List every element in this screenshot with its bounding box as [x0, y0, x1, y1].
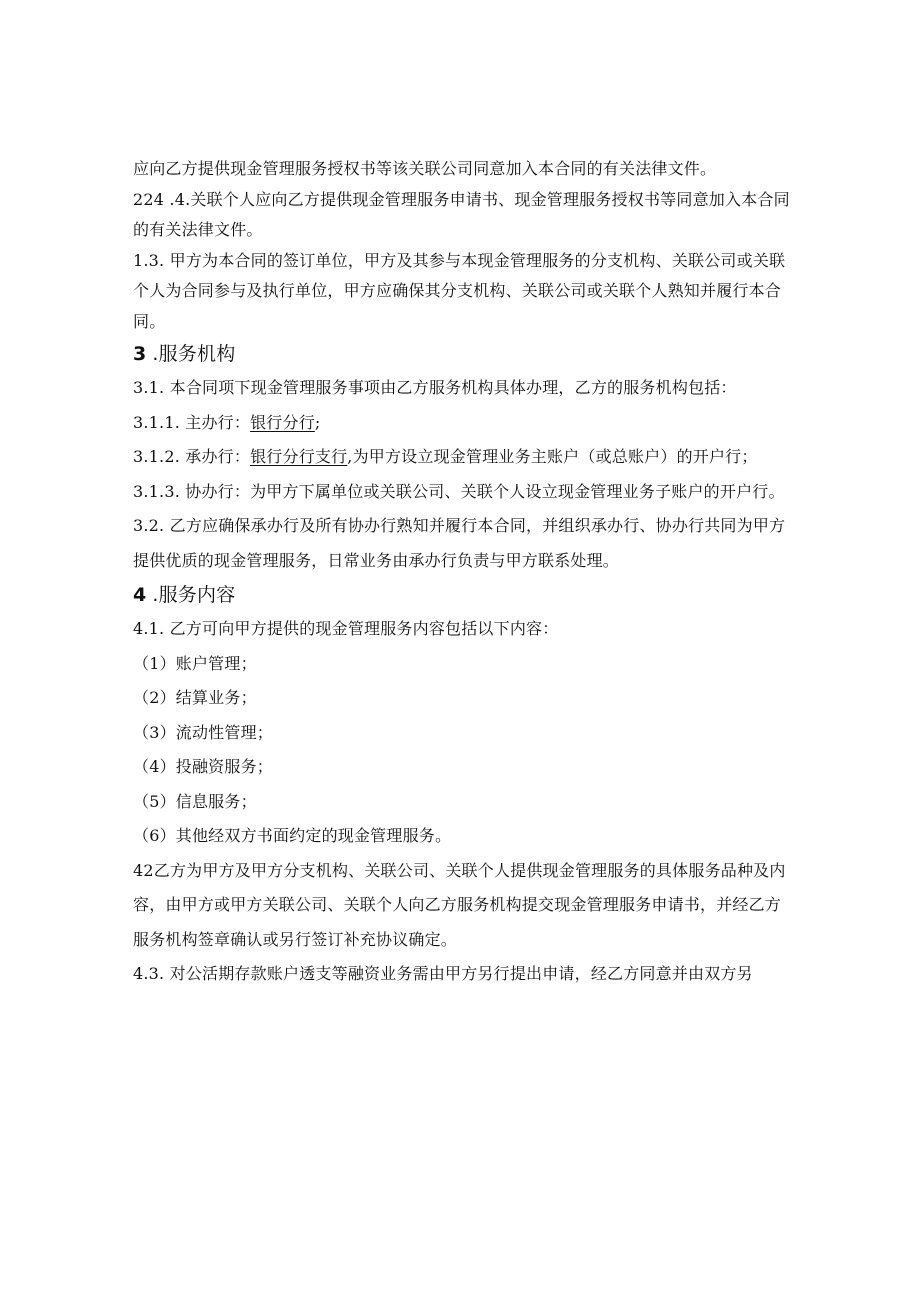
section-title: .服务内容 — [152, 584, 236, 606]
clause-text: ,为甲方设立现金管理业务主账户（或总账户）的开户行； — [347, 447, 758, 466]
clause-3-1: 3.1. 本合同项下现金管理服务事项由乙方服务机构具体办理，乙方的服务机构包括： — [133, 378, 737, 397]
list-item: （6）其他经双方书面约定的现金管理服务。 — [133, 826, 452, 845]
clause-4-1: 4.1. 乙方可向甲方提供的现金管理服务内容包括以下内容： — [133, 619, 559, 638]
clause-label: 3.1.2. 承办行： — [133, 447, 251, 466]
clause-3-1-2 — [133, 440, 793, 475]
host-bank-field: 银行分行 — [250, 412, 315, 432]
clause-3-1-3: 3.1.3. 协办行：为甲方下属单位或关联公司、关联个人设立现金管理业务子账户的开户行。 — [133, 481, 785, 501]
paragraph: 1.3. 甲方为本合同的签订单位，甲方及其参与本现金管理服务的分支机构、关联公司或关联个人为合同参与及执行单位，甲方应确保其分支机构、关联公司或关联个人熟知并履行本合同。 — [133, 250, 786, 331]
list-item: （5）信息服务； — [133, 791, 257, 811]
list-item: （3）流动性管理； — [133, 722, 273, 742]
list-item: （4）投融资服务； — [133, 757, 273, 776]
section-number: 4 — [133, 584, 147, 606]
section-heading-3 — [133, 337, 793, 371]
clause-4-2: 42乙方为甲方及甲方分支机构、关联公司、关联个人提供现金管理服务的具体服务品种及内容，由甲方或甲方关联公司、关联个人向乙方服务机构提交现金管理服务申请书，并经乙方服务机构签章确认或另行签订补充协议确定。 — [133, 860, 786, 949]
list-item: （2）结算业务； — [133, 688, 257, 707]
document-body — [133, 154, 793, 992]
section-title: .服务机构 — [152, 343, 236, 365]
section-number: 3 — [133, 343, 147, 365]
undertaking-bank-field: 银行分行支行 — [250, 447, 348, 466]
clause-label: 3.1.1. 主办行： — [133, 412, 251, 432]
paragraph: 224 .4.关联个人应向乙方提供现金管理服务申请书、现金管理服务授权书等同意加入本合同的有关法律文件。 — [133, 189, 790, 239]
clause-3-2: 3.2. 乙方应确保承办行及所有协办行熟知并履行本合同，并组织承办行、协办行共同为甲方提供优质的现金管理服务，日常业务由承办行负责与甲方联系处理。 — [133, 516, 786, 570]
list-item: （1）账户管理； — [133, 653, 257, 673]
section-heading-4 — [133, 578, 793, 612]
clause-4-3: 4.3. 对公活期存款账户透支等融资业务需由甲方另行提出申请，经乙方同意并由双方另 — [133, 964, 753, 983]
clause-3-1-1 — [133, 406, 793, 441]
paragraph: 应向乙方提供现金管理服务授权书等该关联公司同意加入本合同的有关法律文件。 — [133, 159, 717, 178]
clause-text: ; — [314, 412, 321, 432]
